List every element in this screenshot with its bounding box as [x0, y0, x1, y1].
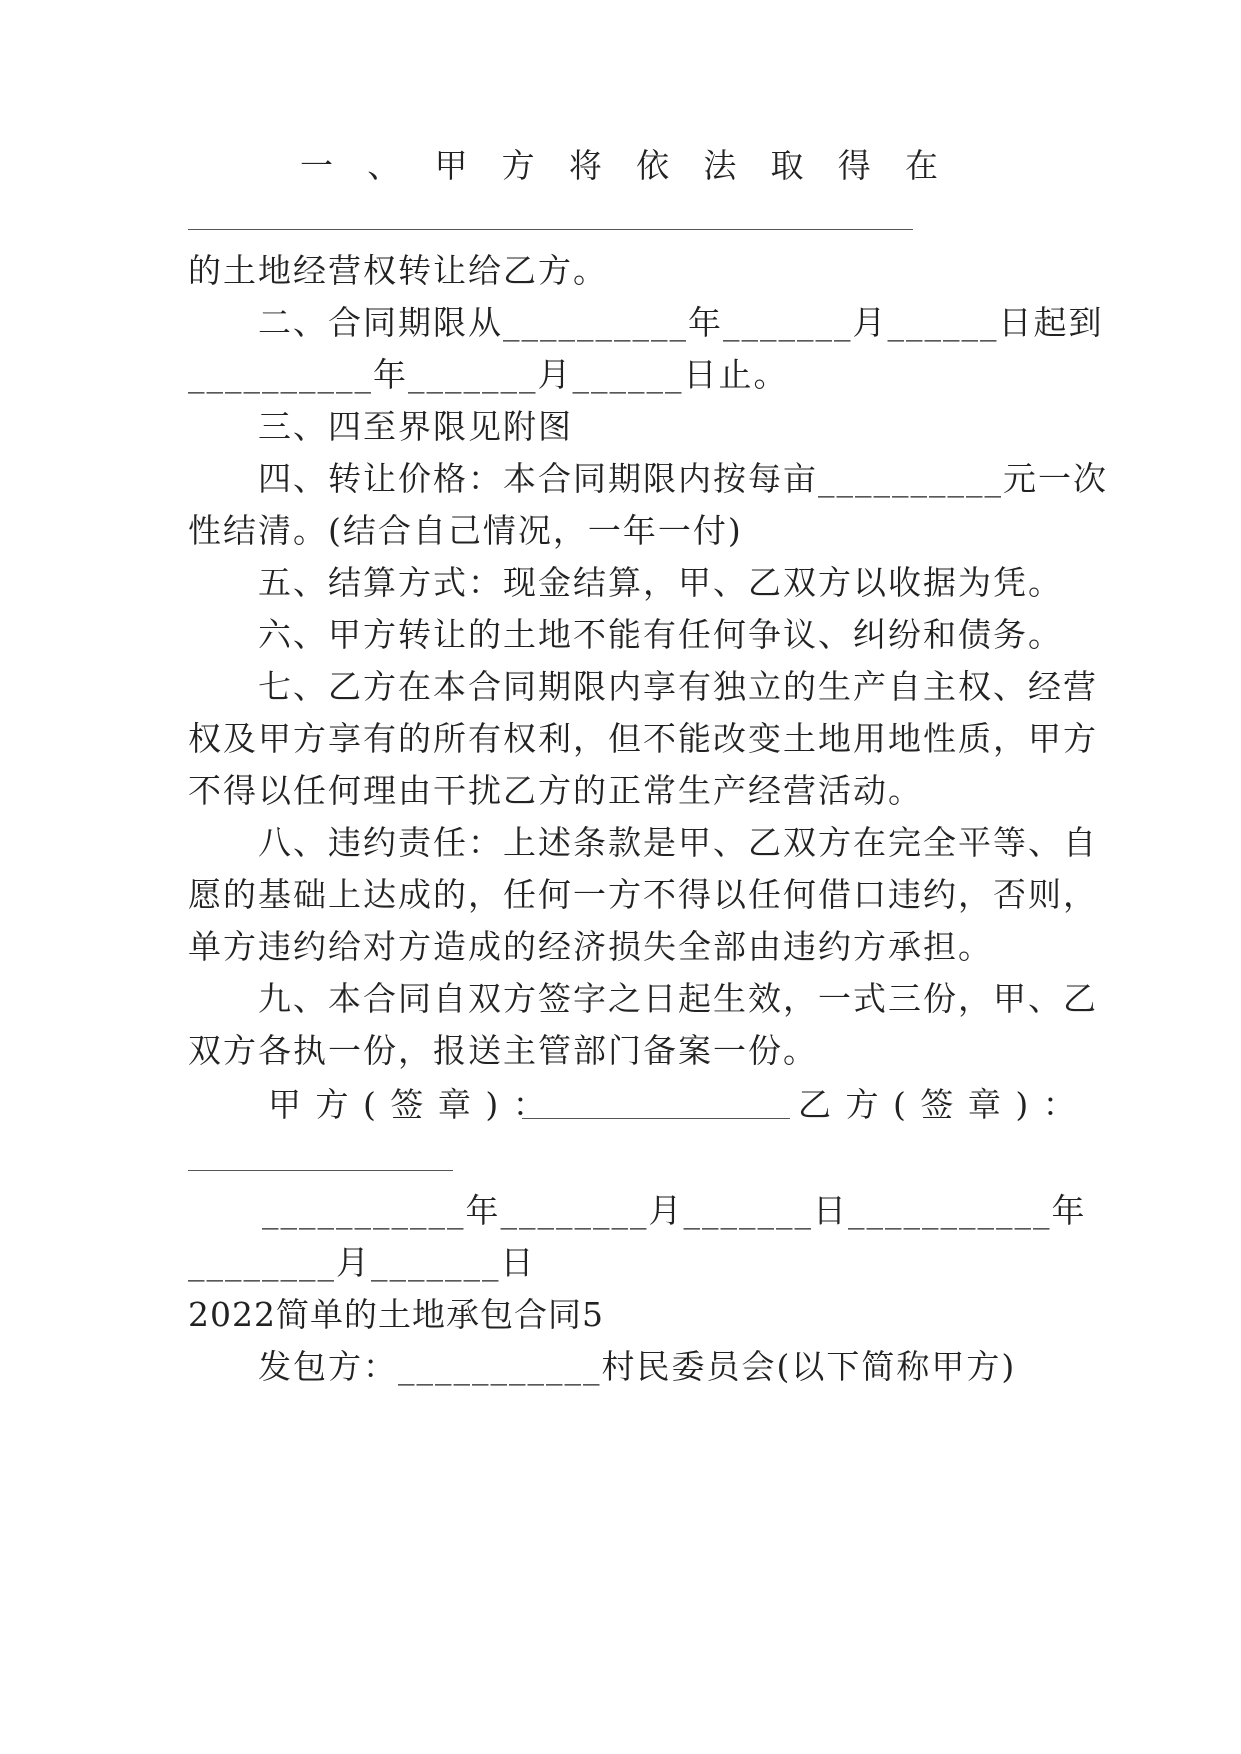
clause-4-line-2: 性结清。(结合自己情况，一年一付)	[188, 511, 743, 550]
party-a-signature-blank	[522, 1118, 790, 1119]
clause-1-char: 得	[837, 146, 873, 185]
clause-1-char: 法	[703, 146, 739, 185]
clause-8-line-3: 单方违约给对方造成的经济损失全部由违约方承担。	[188, 927, 993, 966]
signature-date-line-1: ___________年________月_______日___________年	[262, 1191, 1087, 1230]
signature-date-line-2: ________月_______日	[188, 1243, 536, 1282]
clause-9-line-2: 双方各执一份，报送主管部门备案一份。	[188, 1031, 818, 1070]
clause-7-line-1: 七、乙方在本合同期限内享有独立的生产自主权、经营	[258, 667, 1098, 706]
clause-1-char: 一	[300, 146, 335, 185]
clause-4-line-1: 四、转让价格：本合同期限内按每亩__________元一次	[258, 459, 1108, 498]
clause-3: 三、四至界限见附图	[258, 407, 573, 446]
clause-1-char: 、	[367, 146, 403, 185]
party-a-signature-label: 甲 方 ( 签 章 ) ：	[268, 1085, 548, 1124]
clause-1-char: 取	[770, 146, 806, 185]
clause-1-blank-rule	[188, 229, 913, 230]
clause-2-line-1: 二、合同期限从__________年_______月______日起到	[258, 303, 1104, 342]
party-b-signature-label: 乙 方 ( 签 章 ) ：	[798, 1085, 1078, 1124]
clause-7-line-2: 权及甲方享有的所有权利，但不能改变土地用地性质，甲方	[188, 719, 1098, 758]
clause-1-char: 在	[904, 146, 940, 185]
party-b-signature-blank	[188, 1170, 453, 1171]
clause-7-line-3: 不得以任何理由干扰乙方的正常生产经营活动。	[188, 771, 923, 810]
clause-1-char: 将	[568, 146, 604, 185]
contractor-line: 发包方：___________村民委员会(以下简称甲方)	[258, 1347, 1017, 1386]
clause-6: 六、甲方转让的土地不能有任何争议、纠纷和债务。	[258, 615, 1063, 654]
clause-8-line-1: 八、违约责任：上述条款是甲、乙双方在完全平等、自	[258, 823, 1098, 862]
clause-1-line-2: 的土地经营权转让给乙方。	[188, 251, 608, 290]
clause-1-line-1	[300, 146, 940, 186]
clause-5: 五、结算方式：现金结算，甲、乙双方以收据为凭。	[258, 563, 1063, 602]
clause-8-line-2: 愿的基础上达成的，任何一方不得以任何借口违约，否则，	[188, 875, 1098, 914]
clause-9-line-1: 九、本合同自双方签字之日起生效，一式三份，甲、乙	[258, 979, 1098, 1018]
next-contract-title: 2022简单的土地承包合同5	[188, 1295, 604, 1334]
clause-1-char: 甲	[434, 146, 470, 185]
clause-1-char: 方	[501, 146, 537, 185]
clause-2-line-2: __________年_______月______日止。	[188, 355, 789, 394]
clause-1-char: 依	[636, 146, 672, 185]
